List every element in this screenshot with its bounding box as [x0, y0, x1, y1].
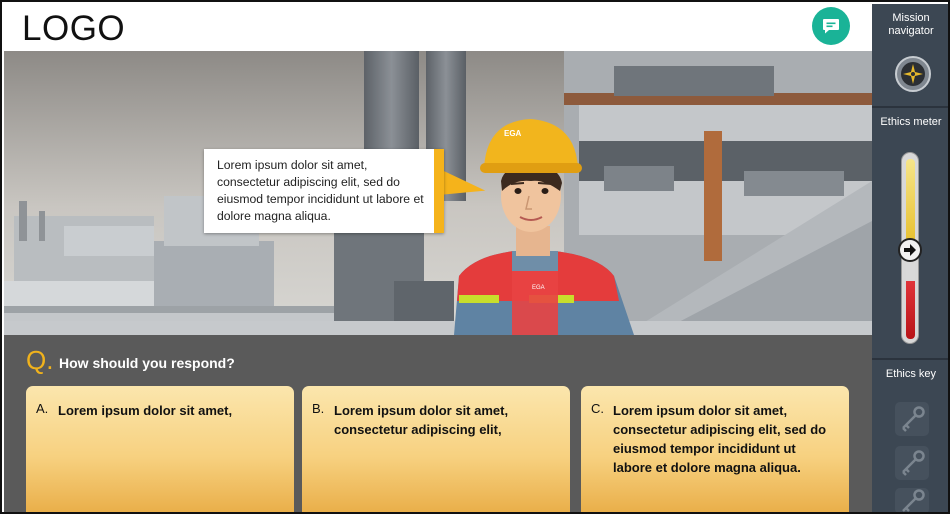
- option-text: Lorem ipsum dolor sit amet,: [58, 403, 233, 418]
- chat-bubble-icon: [821, 16, 841, 36]
- ethics-key-label: Ethics key: [885, 368, 937, 380]
- answer-option-b[interactable]: [302, 386, 570, 514]
- key-icon: [898, 405, 926, 433]
- question-text: How should you respond?: [59, 355, 235, 371]
- ethics-meter-indicator[interactable]: [898, 238, 922, 262]
- sidebar-divider: [872, 358, 950, 360]
- scene-illustration: [4, 51, 872, 335]
- option-text: Lorem ipsum dolor sit amet, consectetur adipiscing elit,: [334, 403, 509, 437]
- header-bar: [4, 4, 872, 51]
- answer-option-a[interactable]: [26, 386, 294, 514]
- question-panel: [4, 335, 872, 514]
- ethics-meter-label: Ethics meter: [880, 116, 942, 128]
- ethics-key-slot-1[interactable]: [895, 402, 929, 436]
- logo: LOGO: [22, 9, 126, 48]
- compass-icon: [900, 61, 926, 87]
- meter-negative-zone: [906, 281, 915, 339]
- meter-positive-zone: [906, 159, 915, 239]
- speech-bubble: Lorem ipsum dolor sit amet, consectetur adipiscing elit, sed do eiusmod tempor incididunt ut labore et dolore magna aliqua.: [204, 149, 444, 233]
- chat-button[interactable]: [812, 7, 850, 45]
- shirt-brand: EGA: [532, 285, 545, 291]
- answer-option-c[interactable]: [581, 386, 849, 514]
- mission-navigator-button[interactable]: [895, 56, 931, 92]
- option-letter: B.: [312, 401, 325, 416]
- option-letter: C.: [591, 401, 604, 416]
- option-letter: A.: [36, 401, 49, 416]
- option-text: Lorem ipsum dolor sit amet, consectetur adipiscing elit, sed do eiusmod tempor incididunt ut labore et dolore magna aliqua.: [613, 403, 827, 475]
- mission-navigator-label: Mission navigator: [888, 12, 934, 37]
- helmet-brand: EGA: [504, 129, 522, 138]
- right-sidebar: [872, 4, 950, 514]
- ethics-key-slot-3[interactable]: [895, 488, 929, 514]
- sidebar-divider: [872, 106, 950, 108]
- key-icon: [898, 449, 926, 477]
- ethics-key-slot-2[interactable]: [895, 446, 929, 480]
- arrow-right-icon: [903, 244, 917, 256]
- key-icon: [898, 488, 926, 514]
- question-mark: Q.: [26, 345, 54, 375]
